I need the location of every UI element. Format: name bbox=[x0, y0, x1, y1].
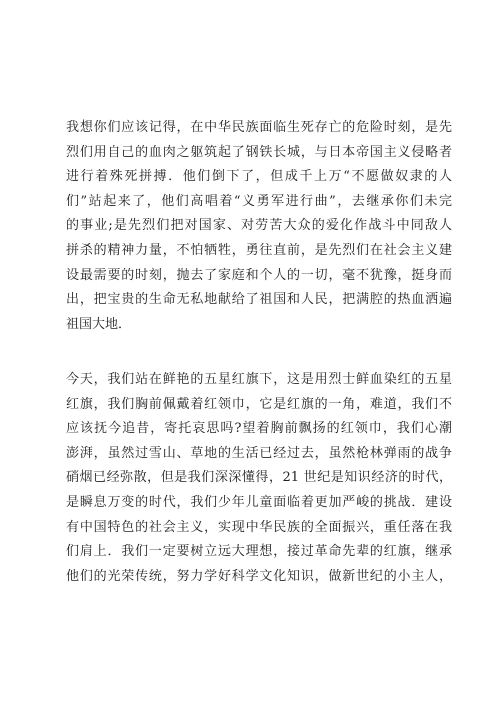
text-line: 拼杀的精神力量，不怕牺牲，勇往直前，是先烈们在社会主义建 bbox=[66, 242, 452, 258]
text-line: 澎湃，虽然过雪山、草地的生活已经过去，虽然枪林弹雨的战争 bbox=[66, 445, 452, 461]
text-line: 今天，我们站在鲜艳的五星红旗下，这是用烈士鲜血染红的五星 bbox=[66, 372, 452, 387]
text-line: 他们的光荣传统，努力学好科学文化知识，做新世纪的小主人， bbox=[66, 568, 452, 584]
text-line: 应该抚今追昔，寄托哀思吗?望着胸前飘扬的红领巾，我们心潮 bbox=[66, 421, 452, 437]
text-line: 是瞬息万变的时代，我们少年儿童面临着更加严峻的挑战．建设 bbox=[66, 494, 452, 510]
text-line: 有中国特色的社会主义，实现中华民族的全面振兴，重任落在我 bbox=[66, 519, 452, 535]
text-line: 我想你们应该记得，在中华民族面临生死存亡的危险时刻，是先 bbox=[66, 120, 452, 135]
text-line: 们肩上．我们一定要树立远大理想，接过革命先辈的红旗，继承 bbox=[66, 544, 452, 560]
text-line: 烈们用自己的血肉之躯筑起了钢铁长城，与日本帝国主义侵略者 bbox=[66, 144, 452, 160]
text-line: 红旗，我们胸前佩戴着红领巾，它是红旗的一角，难道，我们不 bbox=[66, 396, 452, 412]
text-line: 硝烟已经弥散，但是我们深深懂得，21 世纪是知识经济的时代， bbox=[66, 470, 452, 486]
paragraph-1 bbox=[66, 116, 452, 337]
paragraph-2 bbox=[66, 368, 452, 589]
text-line: 进行着殊死拼搏．他们倒下了，但成千上万“不愿做奴隶的人 bbox=[66, 169, 452, 185]
text-line: 祖国大地． bbox=[66, 316, 132, 332]
text-line: 的事业;是先烈们把对国家、对劳苦大众的爱化作战斗中同敌人 bbox=[66, 218, 452, 234]
text-line: 出，把宝贵的生命无私地献给了祖国和人民，把满腔的热血洒遍 bbox=[66, 292, 452, 308]
text-line: 设最需要的时刻，抛去了家庭和个人的一切，毫不犹豫，挺身而 bbox=[66, 267, 452, 283]
text-line: 们”站起来了，他们高唱着“义勇军进行曲”，去继承你们未完 bbox=[66, 193, 452, 209]
